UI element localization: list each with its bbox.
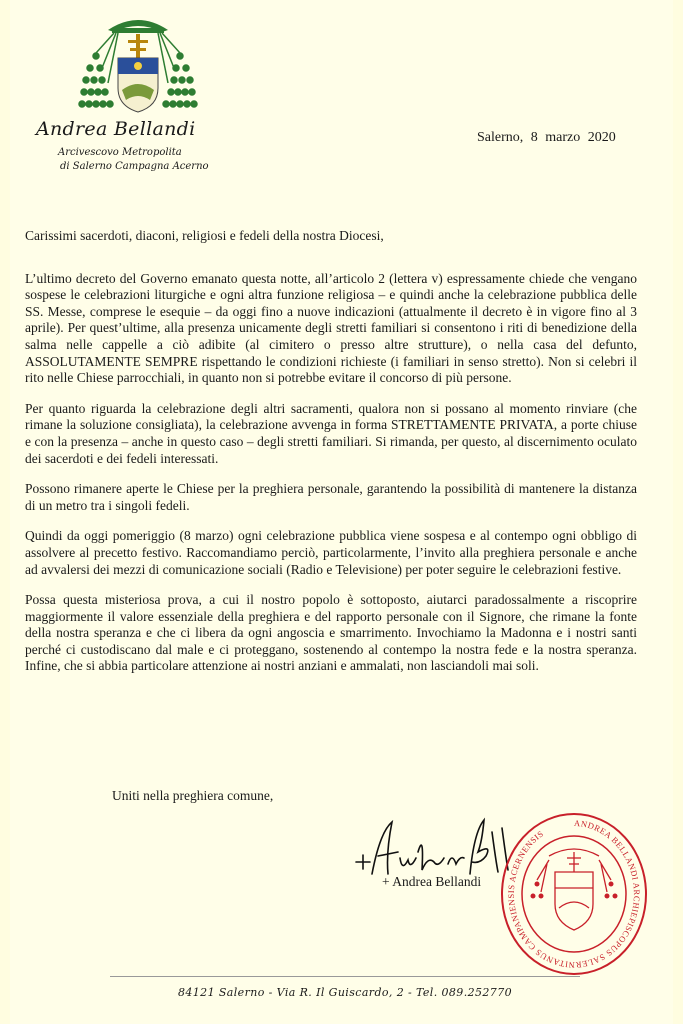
sender-title-line2: di Salerno Campagna Acerno [60,161,209,172]
episcopal-seal-icon [497,808,652,978]
sender-title-line1: Arcivescovo Metropolita [58,147,182,158]
footer-divider [110,976,580,977]
coat-of-arms-icon [78,8,198,118]
paragraph: Quindi da oggi pomeriggio (8 marzo) ogni celebrazione pubblica viene sospesa e al contempo ogni obbligo di assolvere al precetto festivo. Raccomandiamo perciò, particolarmente, l’invito alla preghiera personale e anche ad avvalersi dei mezzi di comunicazione sociali (Radio e Televisione) per poter seguire le celebrazioni festive. [25,528,637,577]
sender-title [58,146,290,174]
sender-name: Andrea Bellandi [36,118,196,140]
salutation: Carissimi sacerdoti, diaconi, religiosi e fedeli della nostra Diocesi, [25,228,384,243]
letter-body [25,228,637,689]
paragraph: L’ultimo decreto del Governo emanato questa notte, all’articolo 2 (lettera v) espressamente chiede che vengano sospese le celebrazioni liturgiche e ogni altra funzione religiosa – e quindi anche la celebrazione pubblica delle SS. Messe, comprese le esequie – da oggi fino a nuove indicazioni (attualmente il decreto è in vigore fino al 3 aprile). Per quest’ultime, alla presenza unicamente degli stretti familiari si consentono i riti di benedizione della salma nelle cappelle a ciò adibite (al cimitero o presso altre strutture), o nella casa del defunto, ASSOLUTAMENTE SEMPRE rispettando le condizioni richieste (i familiari in senso stretto). Non si celebri il rito nelle Chiese parrocchiali, in quanto non si potrebbe evitare il concorso di più persone. [25,270,637,386]
footer-address: 84121 Salerno - Via R. Il Guiscardo, 2 - Tel. 089.252770 [177,986,512,999]
paragraph: Possono rimanere aperte le Chiese per la preghiera personale, garantendo la possibilità di mantenere la distanza di un metro tra i singoli fedeli. [25,481,637,513]
sender-block [30,118,290,174]
paragraph: Per quanto riguarda la celebrazione degli altri sacramenti, qualora non si possano al momento rinviare (che rimane la soluzione consigliata), la celebrazione avvenga in forma STRETTAMENTE PRIVATA, a porte chiuse e con la presenza – anche in questo caso – degli stretti familiari. Si rimanda, per questo, al discernimento oculato dei sacerdoti e dei fedeli interessati. [25,400,637,466]
date-line: Salerno, 8 marzo 2020 [477,130,616,145]
closing: Uniti nella preghiera comune, [112,788,274,803]
signature-name: + Andrea Bellandi [382,874,482,889]
svg-text:ANDREA BELLANDI ARCHIEPISCOPUS [506,818,642,970]
paragraph: Possa questa misteriosa prova, a cui il nostro popolo è sottoposto, aiutarci paradossalmente a riscoprire maggiormente il valore essenziale della preghiera e del rapporto personale con il Signore, che rimane la fonte della nostra speranza e che ci libera da ogni angoscia e smarrimento. Invochiamo la Madonna e i nostri santi perché ci custodiscano dal male e ci proteggano, sostenendo al contempo la nostra fede e la nostra speranza. Infine, che si abbia particolare attenzione ai nostri anziani e ammalati, non lasciandoli mai soli. [25,592,637,674]
seal-text: ANDREA BELLANDI ARCHIEPISCOPUS SALERNITANUS CAMPANIENSIS ACERNENSIS [505,817,642,971]
